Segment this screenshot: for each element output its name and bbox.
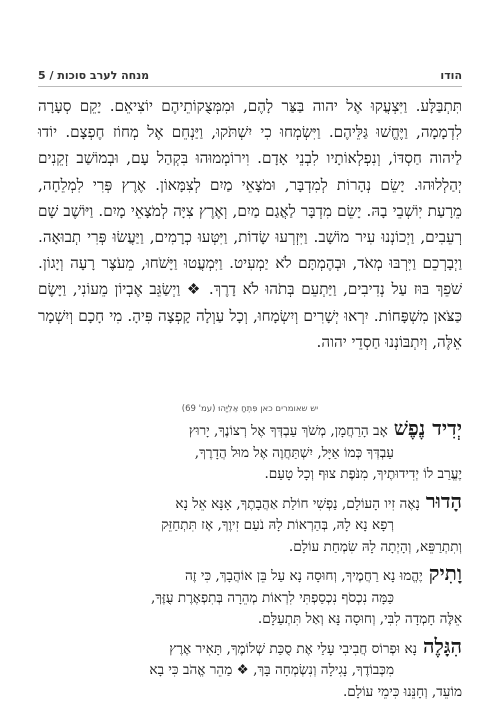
stanza-line <box>38 563 462 588</box>
stanza-line: עַבְדְּךָ כְּמוֹ אַיָּל, יִשְׁתַּחֲוֶה אֶל מוּל הֲדָרֶךָ, <box>194 444 394 461</box>
stanza-line: כַּמָּה נִכְסֹף נִכְסַפְתִּי לִרְאוֹת מְהֵרָה בְּתִפְאֶרֶת עֻזֶּךָ, <box>151 589 394 606</box>
stanza-first-line: נָא וּפְרוֹס חֲבִיבִי עָלַי אֶת סֻכַּת שְׁלוֹמֶךָ, תָּאִיר אֶרֶץ <box>169 640 418 657</box>
stanza-2 <box>38 488 462 559</box>
stanza-1 <box>38 418 462 486</box>
stanza-lead-word: יְדִיד נֶפֶשׁ <box>393 416 462 440</box>
stanza-line <box>38 633 462 661</box>
stanza-line: יֶעֱרַב לוֹ יְדִידוּתֶיךָ, מִנֹּפֶת צוּף וְכָל טָעַם. <box>264 466 462 482</box>
stanza-line: וְתִתְרַפֵּא, וְהָיְתָה לָהּ שִׂמְחַת עוֹלָם. <box>288 538 462 555</box>
stanza-line <box>38 418 462 443</box>
instruction-note: יש שאומרים כאן פִּתְחָ אֵלִיָּהוּ (עמ' 69) <box>181 404 319 414</box>
stanza-lead-word: וָתִיק <box>428 561 462 585</box>
stanza-3 <box>38 563 462 631</box>
stanza-4 <box>38 633 462 704</box>
stanza-line: רְפָא נָא לָהּ, בְּהַרְאוֹת לָהּ נֹעַם זִיוֶךָ, אָז תִּתְחַזֵּק <box>161 517 394 533</box>
stanza-line: מוֹעֵד, וְחָנֵּנוּ כִּימֵי עוֹלָם. <box>342 683 462 700</box>
stanza-first-line: נָאֶה זִיו הָעוֹלָם, נַפְשִׁי חוֹלַת אַהֲבָתֶךָ, אָנָּא אֵל נָא <box>175 495 420 512</box>
stanza-line: אֵלֶּה חָמְדָה לִבִּי, וְחוּסָה נָּא וְאַל תִּתְעַלָּם. <box>257 611 462 627</box>
stanza-first-line: אָב הָרַחֲמָן, מְשֹׁךְ עַבְדְּךָ אֶל רְצוֹנֶךָ, יָרוּץ <box>188 423 388 439</box>
stanza-lead-word: הִגָּלֶה <box>423 633 462 658</box>
body-text: תִּתְבַּלָּע. וַיִּצְעֲקוּ אֶל יהוה בַּצַּר לָהֶם, וּמִמְּצֻקוֹתֵיהֶם יוֹצִיאֵם. יָקֵם סְעָרָה לִדְמָמָה, וַיֶּחֱשׁוּ גַּלֵּיהֶם. וַיִּשְׂמְחוּ כִי יִשְׁתֹּקוּ, וַיַּנְחֵם אֶל מְחוֹז חֶפְצָם. יוֹדוּ לַיהוה חַסְדּוֹ, וְנִפְלְאוֹתָיו לִבְנֵי אָדָם. וִירוֹמְמוּהוּ בִּקְהַל עָם, וּבְמוֹשַׁב זְקֵנִים יְהַלְלוּהוּ. יָשֵׂם נְהָרוֹת לְמִדְבָּר, וּמֹצָאֵי מַיִם לְצִמָּאוֹן. אֶרֶץ פְּרִי לִמְלֵחָה, מֵרָעַת יֽוֹשְׁבֵי בָהּ. יָשֵׂם מִדְבָּר לַאֲגַם מַיִם, וְאֶרֶץ צִיָּה לְמֹצָאֵי מָיִם. וַיּוֹשֶׁב שָׁם רְעֵבִים, וַיְכוֹנְנוּ עִיר מוֹשָׁב. וַיִּזְרְעוּ שָׂדוֹת, וַיִּטְּעוּ כְרָמִים, וַיַּעֲשׂוּ פְּרִי תְבוּאָה. וַיְבָרְכֵם וַיִּרְבּוּ מְאֹד, וּבְהֶמְתָּם לֹא יַמְעִיט. וַיִּמְעֲטוּ וַיָּשֹׁחוּ, מֵעֹצֶר רָעָה וְיָגוֹן. שֹׁפֵךְ בּוּז עַל נְדִיבִים, וַיַּתְעֵם בְּתֹהוּ לֹא דָרֶךְ. ❖ וַיְשַׂגֵּב אֶבְיוֹן מֵעוֹנִי, וַיָּשֶׂם כַּצֹּאן מִשְׁפָּחוֹת. יִרְאוּ יְשָׁרִים וְיִשְׂמָחוּ, וְכָל עַוְלָה קָפְצָה פִּיהָ. מִי חָכָם וְיִשְׁמָר אֵלֶּה, וְיִתְבּוֹנְנוּ חַסְדֵי יהוה. <box>38 97 462 351</box>
stanza-list <box>38 418 462 708</box>
stanza-lead-word: הָדוּר <box>425 488 462 513</box>
stanza-first-line: יֶהֱמוּ נָא רַחֲמֶיךָ, וְחוּסָה נָא עַל בֵּן אוֹהֲבָךְ, כִּי זֶה <box>184 568 423 584</box>
stanza-line <box>38 488 462 516</box>
header-divider <box>38 86 462 87</box>
header-page-title: מנחה לערב סוכות / 5 <box>38 68 150 82</box>
page-header <box>38 64 462 86</box>
header-section-title: הודו <box>440 68 462 82</box>
stanza-line: מִכְּבוֹדֶךָ, נָגִילָה וְנִשְׂמְחָה בָּךְ, ❖ מַהֵר אֱהֹב כִּי בָא <box>149 662 394 678</box>
